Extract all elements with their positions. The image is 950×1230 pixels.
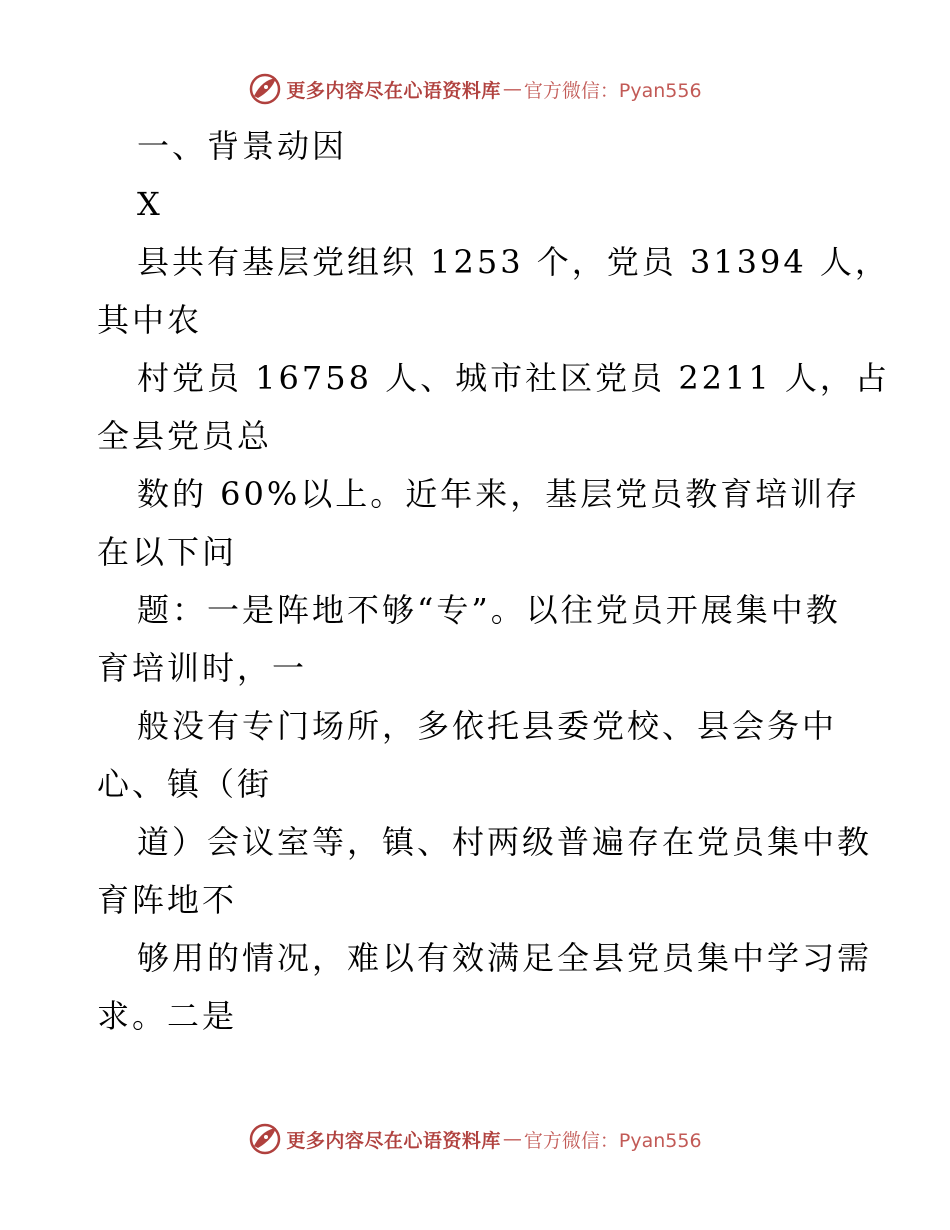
watermark-brand-text: 更多内容尽在心语资料库 xyxy=(286,1129,501,1152)
body-line: 心、镇（街 xyxy=(97,765,273,803)
watermark-brand-text: 更多内容尽在心语资料库 xyxy=(286,79,501,102)
body-line: 题：一是阵地不够“专”。以往党员开展集中教 xyxy=(137,591,841,629)
body-line: 够用的情况，难以有效满足全县党员集中学习需 xyxy=(137,939,873,977)
footer-watermark xyxy=(0,1122,950,1156)
pen-nib-logo-icon xyxy=(248,72,282,106)
body-line: 在以下问 xyxy=(97,533,238,571)
body-line: 育培训时，一 xyxy=(97,649,308,687)
body-line: 育阵地不 xyxy=(97,881,238,919)
body-line: 县共有基层党组织 1253 个，党员 31394 人， xyxy=(137,243,890,281)
watermark-separator: — xyxy=(502,78,522,100)
body-line: 其中农 xyxy=(97,301,203,339)
body-line: 求。二是 xyxy=(97,997,238,1035)
body-line: 般没有专门场所，多依托县委党校、县会务中 xyxy=(137,707,838,745)
section-heading: 一、背景动因 xyxy=(137,127,348,165)
watermark-wechat-text: 官方微信：Pyan556 xyxy=(523,79,702,102)
body-line: 村党员 16758 人、城市社区党员 2211 人，占 xyxy=(137,359,890,397)
body-line: 数的 60%以上。近年来，基层党员教育培训存 xyxy=(137,475,861,513)
body-line: 道）会议室等，镇、村两级普遍存在党员集中教 xyxy=(137,823,873,861)
body-line: 全县党员总 xyxy=(97,417,273,455)
header-watermark xyxy=(0,72,950,106)
watermark-wechat-text: 官方微信：Pyan556 xyxy=(523,1129,702,1152)
pen-nib-logo-icon xyxy=(248,1122,282,1156)
body-line: X xyxy=(137,185,163,223)
watermark-separator: — xyxy=(502,1128,522,1150)
